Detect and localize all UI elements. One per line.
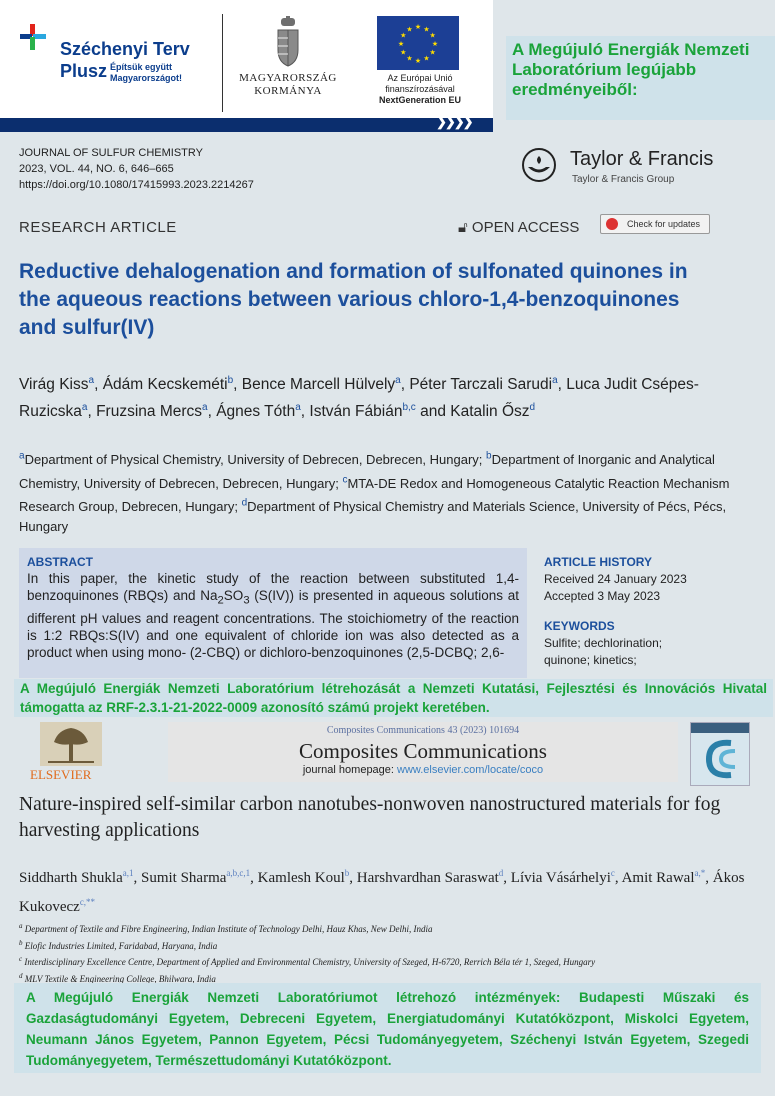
author-name: Siddharth Shukla: [19, 870, 123, 886]
abstract-heading: ABSTRACT: [27, 555, 93, 569]
author-name: Bence Marcell Hülvely: [241, 376, 396, 394]
author-name: Virág Kiss: [19, 376, 89, 394]
affiliation-text: Department of Inorganic and Analytical Chemistry, University of Debrecen, Debrecen, Hungary;: [19, 452, 715, 491]
keywords-line: quinone; kinetics;: [544, 653, 637, 667]
affiliation-mark: a: [19, 451, 25, 462]
journal2-homepage: [168, 764, 678, 776]
received-date: Received 24 January 2023: [544, 572, 687, 586]
author-affiliation-mark: a: [88, 375, 95, 386]
article2-authors: Siddharth Shukla$^{a,1}$, Sumit Sharma$^{a,b,c,1}$, Kamlesh Koul$^b$, Harshvardhan Saraswat$^d$, Lívia Vásárhelyi$^c$, Amit Rawal$^{a,*}$, Ákos Kukovecz$^{c,**}$: [19, 868, 745, 915]
abstract-text-part: SO: [223, 588, 244, 603]
author-affiliation-mark: a: [552, 375, 558, 386]
government-line1: MAGYARORSZÁG: [239, 72, 337, 84]
taylor-francis-lamp-icon: [522, 148, 556, 182]
eu-star-icon: ★: [406, 55, 413, 63]
affiliation-mark: d: [241, 497, 248, 509]
journal-cover-icon: [690, 722, 750, 786]
affiliation-text: Department of Physical Chemistry, University of Debrecen, Debrecen, Hungary;: [24, 452, 487, 468]
author-name: Sumit Sharma: [141, 870, 227, 886]
eu-star-icon: ★: [414, 24, 422, 31]
government-label: [232, 72, 344, 98]
author-name: Kamlesh Koul: [257, 870, 345, 886]
author-name: Ákos Kukovecz: [19, 870, 745, 915]
open-access-label: [458, 219, 579, 236]
header-divider: [222, 14, 223, 112]
affiliation-text: Elofic Industries Limited, Faridabad, Haryana, India: [22, 940, 218, 951]
check-updates-label: Check for updates: [627, 219, 701, 229]
author-affiliation-mark: a: [202, 402, 208, 414]
journal-doi-link[interactable]: https://doi.org/10.1080/17415993.2023.2214267: [19, 179, 254, 191]
author-affiliation-mark: b: [227, 375, 234, 386]
abstract-box: [19, 548, 527, 678]
crossmark-icon: [606, 218, 618, 230]
affiliation-mark: c: [342, 474, 348, 486]
eu-line1: Az Európai Unió: [387, 73, 453, 83]
homepage-link[interactable]: www.elsevier.com/locate/coco: [397, 764, 544, 776]
article-type: RESEARCH ARTICLE: [19, 219, 177, 236]
author-affiliation-mark: b,c: [402, 402, 416, 414]
author-affiliation-mark: a,1: [122, 868, 134, 878]
coat-of-arms-icon: [275, 16, 301, 68]
elsevier-tree-icon: [40, 722, 102, 766]
author-name: Ágnes Tóth: [216, 403, 296, 421]
author-affiliation-mark: b: [344, 868, 350, 878]
keywords-line: Sulfite; dechlorination;: [544, 636, 663, 650]
affiliation-text: Department of Physical Chemistry and Materials Science, University of Pécs, Pécs, Hungary: [19, 498, 727, 534]
author-name: Luca Judit Csépes-Ruzicska: [19, 376, 699, 421]
affiliation-item: [19, 953, 759, 970]
author-name: Harshvardhan Saraswat: [356, 870, 499, 886]
article2-affiliations: [19, 920, 759, 986]
author-name: Fruzsina Mercs: [96, 403, 203, 421]
accepted-date: Accepted 3 May 2023: [544, 589, 661, 603]
affiliation-text: MLV Textile & Engineering College, Bhilwara, India: [22, 973, 216, 984]
abstract-subscript: 2: [217, 594, 224, 607]
abstract-text: [27, 570, 519, 661]
eu-star-icon: ★: [429, 32, 436, 40]
eu-star-icon: ★: [414, 58, 422, 65]
author-name: Katalin Ősz: [450, 403, 530, 421]
author-affiliation-mark: a,*: [694, 868, 706, 878]
author-name: István Fábián: [309, 403, 403, 421]
affiliation-item: [19, 937, 759, 954]
eu-star-icon: ★: [429, 49, 436, 57]
eu-flag-icon: [377, 16, 459, 70]
author-affiliation-mark: a,b,c,1: [226, 868, 251, 878]
top-banner: A Megújuló Energiák Nemzeti Laboratórium legújabb eredményeiből:: [506, 36, 775, 120]
affiliation-mark: c: [19, 955, 23, 963]
author-affiliation-mark: a: [295, 402, 301, 414]
institutions-banner: A Megújuló Energiák Nemzeti Laboratóriumot létrehozó intézmények: Budapesti Műszaki és Gazdaságtudományi Egyetem, Debreceni Egyetem, Energiatudományi Kutatóközpont, Miskolci Egyetem, Neumann János Egyetem, Pannon Egyetem, Pécsi Tudományegyetem, Széchenyi István Egyetem, Szegedi Tudományegyetem, Természettudományi Kutatóközpont.: [14, 983, 761, 1073]
journal-name: JOURNAL OF SULFUR CHEMISTRY: [19, 147, 203, 159]
affiliation-text: Interdisciplinary Excellence Centre, Department of Applied and Environmental Chemistry, University of Szeged, H-6720, Rerrich Béla tér 1, Szeged, Hungary: [22, 957, 596, 967]
government-line2: KORMÁNYA: [254, 85, 322, 97]
author-affiliation-mark: c: [610, 868, 615, 878]
header-band-stripe: [0, 118, 493, 132]
abstract-text-part: In this paper, the kinetic study of the reaction between substituted 1,4-benzoquinones (RBQs) and Na: [27, 571, 519, 603]
check-for-updates-button[interactable]: [600, 214, 710, 234]
eu-star-icon: ★: [423, 55, 430, 63]
szechenyi-plus-logo-icon: [18, 22, 48, 52]
homepage-label: journal homepage:: [302, 764, 398, 776]
author-affiliation-mark: d: [498, 868, 504, 878]
eu-star-icon: ★: [400, 32, 407, 40]
szechenyi-slogan: Építsük együtt Magyarországot!: [110, 62, 183, 83]
eu-star-icon: ★: [400, 49, 407, 57]
publisher-group: Taylor & Francis Group: [572, 174, 675, 185]
abstract-text-part: (S(IV)) is presented in aqueous solutions at different pH values and reagent concentrations. The stoichiometry of the reaction is 1:2 RBQs:S(IV) and one equivalent of chloride ion was also detected as a product when using mono- (2-CBQ) or dichloro-benzoquinones (2,5-DCBQ; 2,6-: [27, 588, 520, 660]
szechenyi-title: Széchenyi Terv: [60, 39, 190, 59]
eu-line3: NextGeneration EU: [378, 95, 462, 105]
chevrons-decoration: ❯❯❯❯: [436, 114, 472, 129]
article-history-heading: ARTICLE HISTORY: [544, 555, 653, 569]
affiliation-mark: a: [19, 922, 23, 930]
journal2-citation: Composites Communications 43 (2023) 101694: [326, 725, 520, 736]
affiliation-item: [19, 920, 759, 937]
affiliation-mark: b: [486, 451, 492, 462]
author-affiliation-mark: c,**: [79, 897, 96, 907]
author-name: Péter Tarczali Sarudi: [409, 376, 553, 394]
szechenyi-plusz: Plusz: [60, 61, 108, 81]
journal-volume: 2023, VOL. 44, NO. 6, 646–665: [19, 163, 174, 175]
journal2-name: Composites Communications: [299, 739, 547, 763]
author-affiliation-mark: a: [395, 375, 401, 386]
affiliation-mark: b: [19, 938, 23, 947]
author-name: Amit Rawal: [621, 870, 695, 886]
affiliation-text: Department of Textile and Fibre Engineering, Indian Institute of Technology Delhi, Hauz Khas, New Delhi, India: [22, 924, 433, 934]
author-name: Lívia Vásárhelyi: [510, 870, 611, 886]
affiliation-item: [19, 452, 486, 467]
eu-funding-label: [362, 73, 478, 106]
publisher-name: Taylor & Francis: [570, 148, 714, 170]
eu-star-icon: ★: [431, 41, 439, 48]
article1-affiliations: [19, 447, 739, 537]
eu-star-icon: ★: [406, 26, 413, 34]
affiliation-text: MTA-DE Redox and Homogeneous Catalytic Reaction Mechanism Research Group, Debrecen, Hungary;: [19, 475, 730, 514]
eu-line2: finanszírozásával: [385, 84, 455, 94]
article2-title: Nature-inspired self-similar carbon nanotubes-nonwoven nanostructured materials for fog harvesting applications: [19, 794, 721, 841]
affiliation-mark: d: [19, 971, 23, 980]
keywords-heading: KEYWORDS: [544, 619, 615, 633]
open-lock-icon: 🔓︎: [458, 219, 468, 236]
abstract-subscript: 3: [243, 594, 250, 607]
author-affiliation-mark: d: [529, 402, 536, 414]
eu-star-icon: ★: [397, 41, 405, 48]
open-access-text: OPEN ACCESS: [471, 219, 580, 236]
elsevier-logo-text: ELSEVIER: [30, 767, 92, 782]
author-affiliation-mark: a: [81, 402, 88, 414]
article1-authors: Virág Kiss$^a$, Ádám Kecskeméti$^b$, Bence Marcell Hülvely$^a$, Péter Tarczali Sarudi$^a$, Luca Judit Csépes-Ruzicska$^a$, Fruzsina Mercs$^a$, Ágnes Tóth$^a$, István Fábián$^{b,c}$ and Katalin Ősz$^d$: [19, 375, 699, 421]
author-name: Ádám Kecskeméti: [102, 376, 228, 394]
article1-title: Reductive dehalogenation and formation of sulfonated quinones in the aqueous reactions between various chloro-1,4-benzoquinones and sulfur(IV): [19, 260, 688, 339]
eu-star-icon: ★: [423, 26, 430, 34]
funding-banner: A Megújuló Energiák Nemzeti Laboratórium létrehozását a Nemzeti Kutatási, Fejlesztési és Innovációs Hivatal támogatta az RRF-2.3.1-21-2022-0009 azonosító számú projekt keretében.: [14, 679, 773, 717]
journal-citation: [19, 145, 254, 193]
